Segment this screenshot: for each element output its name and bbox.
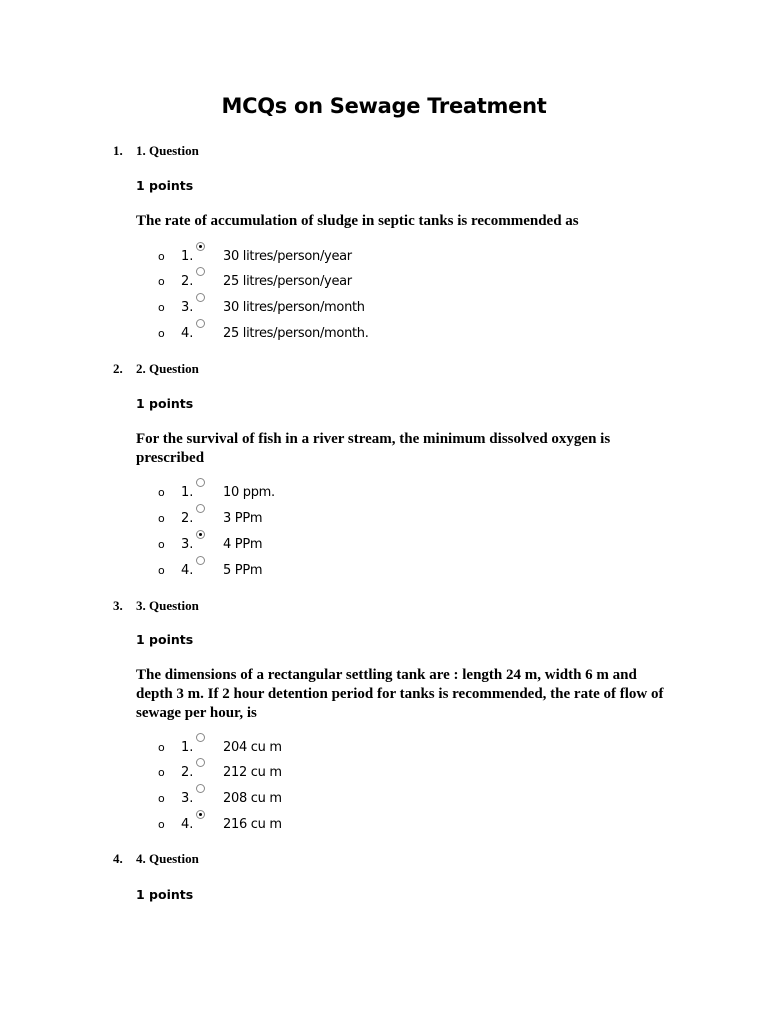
page-title: MCQs on Sewage Treatment xyxy=(221,94,547,118)
radio-button-icon[interactable] xyxy=(196,504,205,513)
bullet-icon: o xyxy=(158,301,165,314)
radio-button-icon[interactable] xyxy=(196,267,205,276)
question-heading: 3. Question xyxy=(136,598,199,613)
option-number: 1. xyxy=(181,249,194,264)
radio-button-icon[interactable] xyxy=(196,784,205,793)
option-row xyxy=(0,273,768,293)
radio-button-icon[interactable] xyxy=(196,478,205,487)
question-heading: 1. Question xyxy=(136,143,199,158)
radio-button-icon[interactable] xyxy=(196,758,205,767)
option-label: 204 cu m xyxy=(223,740,282,755)
question-text: The rate of accumulation of sludge in septic tanks is recommended as xyxy=(136,213,579,229)
bullet-icon: o xyxy=(158,792,165,805)
option-label: 30 litres/person/month xyxy=(223,300,365,315)
bullet-icon: o xyxy=(158,538,165,551)
option-number: 1. xyxy=(181,740,194,755)
option-number: 1. xyxy=(181,485,194,500)
option-label: 212 cu m xyxy=(223,765,282,780)
option-label: 25 litres/person/year xyxy=(223,274,352,289)
radio-button-checked-icon[interactable] xyxy=(196,810,205,819)
question-text: The dimensions of a rectangular settling tank are : length 24 m, width 6 m and depth 3 m. If 2 hour detention period for tanks is recommended, the rate of flow of sewage per hour, is xyxy=(136,667,664,721)
option-row xyxy=(0,299,768,319)
option-number: 3. xyxy=(181,300,194,315)
option-row xyxy=(0,562,768,582)
option-row xyxy=(0,510,768,530)
option-label: 216 cu m xyxy=(223,817,282,832)
radio-button-checked-icon[interactable] xyxy=(196,530,205,539)
radio-button-checked-icon[interactable] xyxy=(196,242,205,251)
question-points: 1 points xyxy=(136,178,194,193)
option-number: 2. xyxy=(181,511,194,526)
radio-button-icon[interactable] xyxy=(196,556,205,565)
bullet-icon: o xyxy=(158,818,165,831)
option-label: 4 PPm xyxy=(223,537,263,552)
question-number: 3. xyxy=(113,598,123,613)
question-number: 4. xyxy=(113,851,123,866)
bullet-icon: o xyxy=(158,327,165,340)
option-label: 30 litres/person/year xyxy=(223,249,352,264)
bullet-icon: o xyxy=(158,250,165,263)
question-number: 1. xyxy=(113,143,123,158)
option-number: 3. xyxy=(181,791,194,806)
question-text: For the survival of fish in a river stream, the minimum dissolved oxygen is prescribed xyxy=(136,431,611,466)
option-number: 3. xyxy=(181,537,194,552)
question-heading: 4. Question xyxy=(136,851,199,866)
option-row xyxy=(0,536,768,556)
question-points: 1 points xyxy=(136,396,194,411)
option-number: 4. xyxy=(181,817,194,832)
option-row xyxy=(0,248,768,268)
option-label: 25 litres/person/month. xyxy=(223,326,369,341)
option-row xyxy=(0,790,768,810)
question-number: 2. xyxy=(113,361,123,376)
option-row xyxy=(0,325,768,345)
option-row xyxy=(0,764,768,784)
bullet-icon: o xyxy=(158,512,165,525)
option-number: 4. xyxy=(181,326,194,341)
option-row xyxy=(0,739,768,759)
bullet-icon: o xyxy=(158,275,165,288)
option-label: 3 PPm xyxy=(223,511,263,526)
option-label: 208 cu m xyxy=(223,791,282,806)
bullet-icon: o xyxy=(158,486,165,499)
bullet-icon: o xyxy=(158,741,165,754)
option-row xyxy=(0,484,768,504)
radio-button-icon[interactable] xyxy=(196,319,205,328)
option-row xyxy=(0,816,768,836)
option-number: 2. xyxy=(181,765,194,780)
question-points: 1 points xyxy=(136,887,194,902)
bullet-icon: o xyxy=(158,766,165,779)
bullet-icon: o xyxy=(158,564,165,577)
question-heading: 2. Question xyxy=(136,361,199,376)
radio-button-icon[interactable] xyxy=(196,733,205,742)
question-points: 1 points xyxy=(136,632,194,647)
option-label: 10 ppm. xyxy=(223,485,275,500)
option-number: 4. xyxy=(181,563,194,578)
option-number: 2. xyxy=(181,274,194,289)
radio-button-icon[interactable] xyxy=(196,293,205,302)
option-label: 5 PPm xyxy=(223,563,263,578)
